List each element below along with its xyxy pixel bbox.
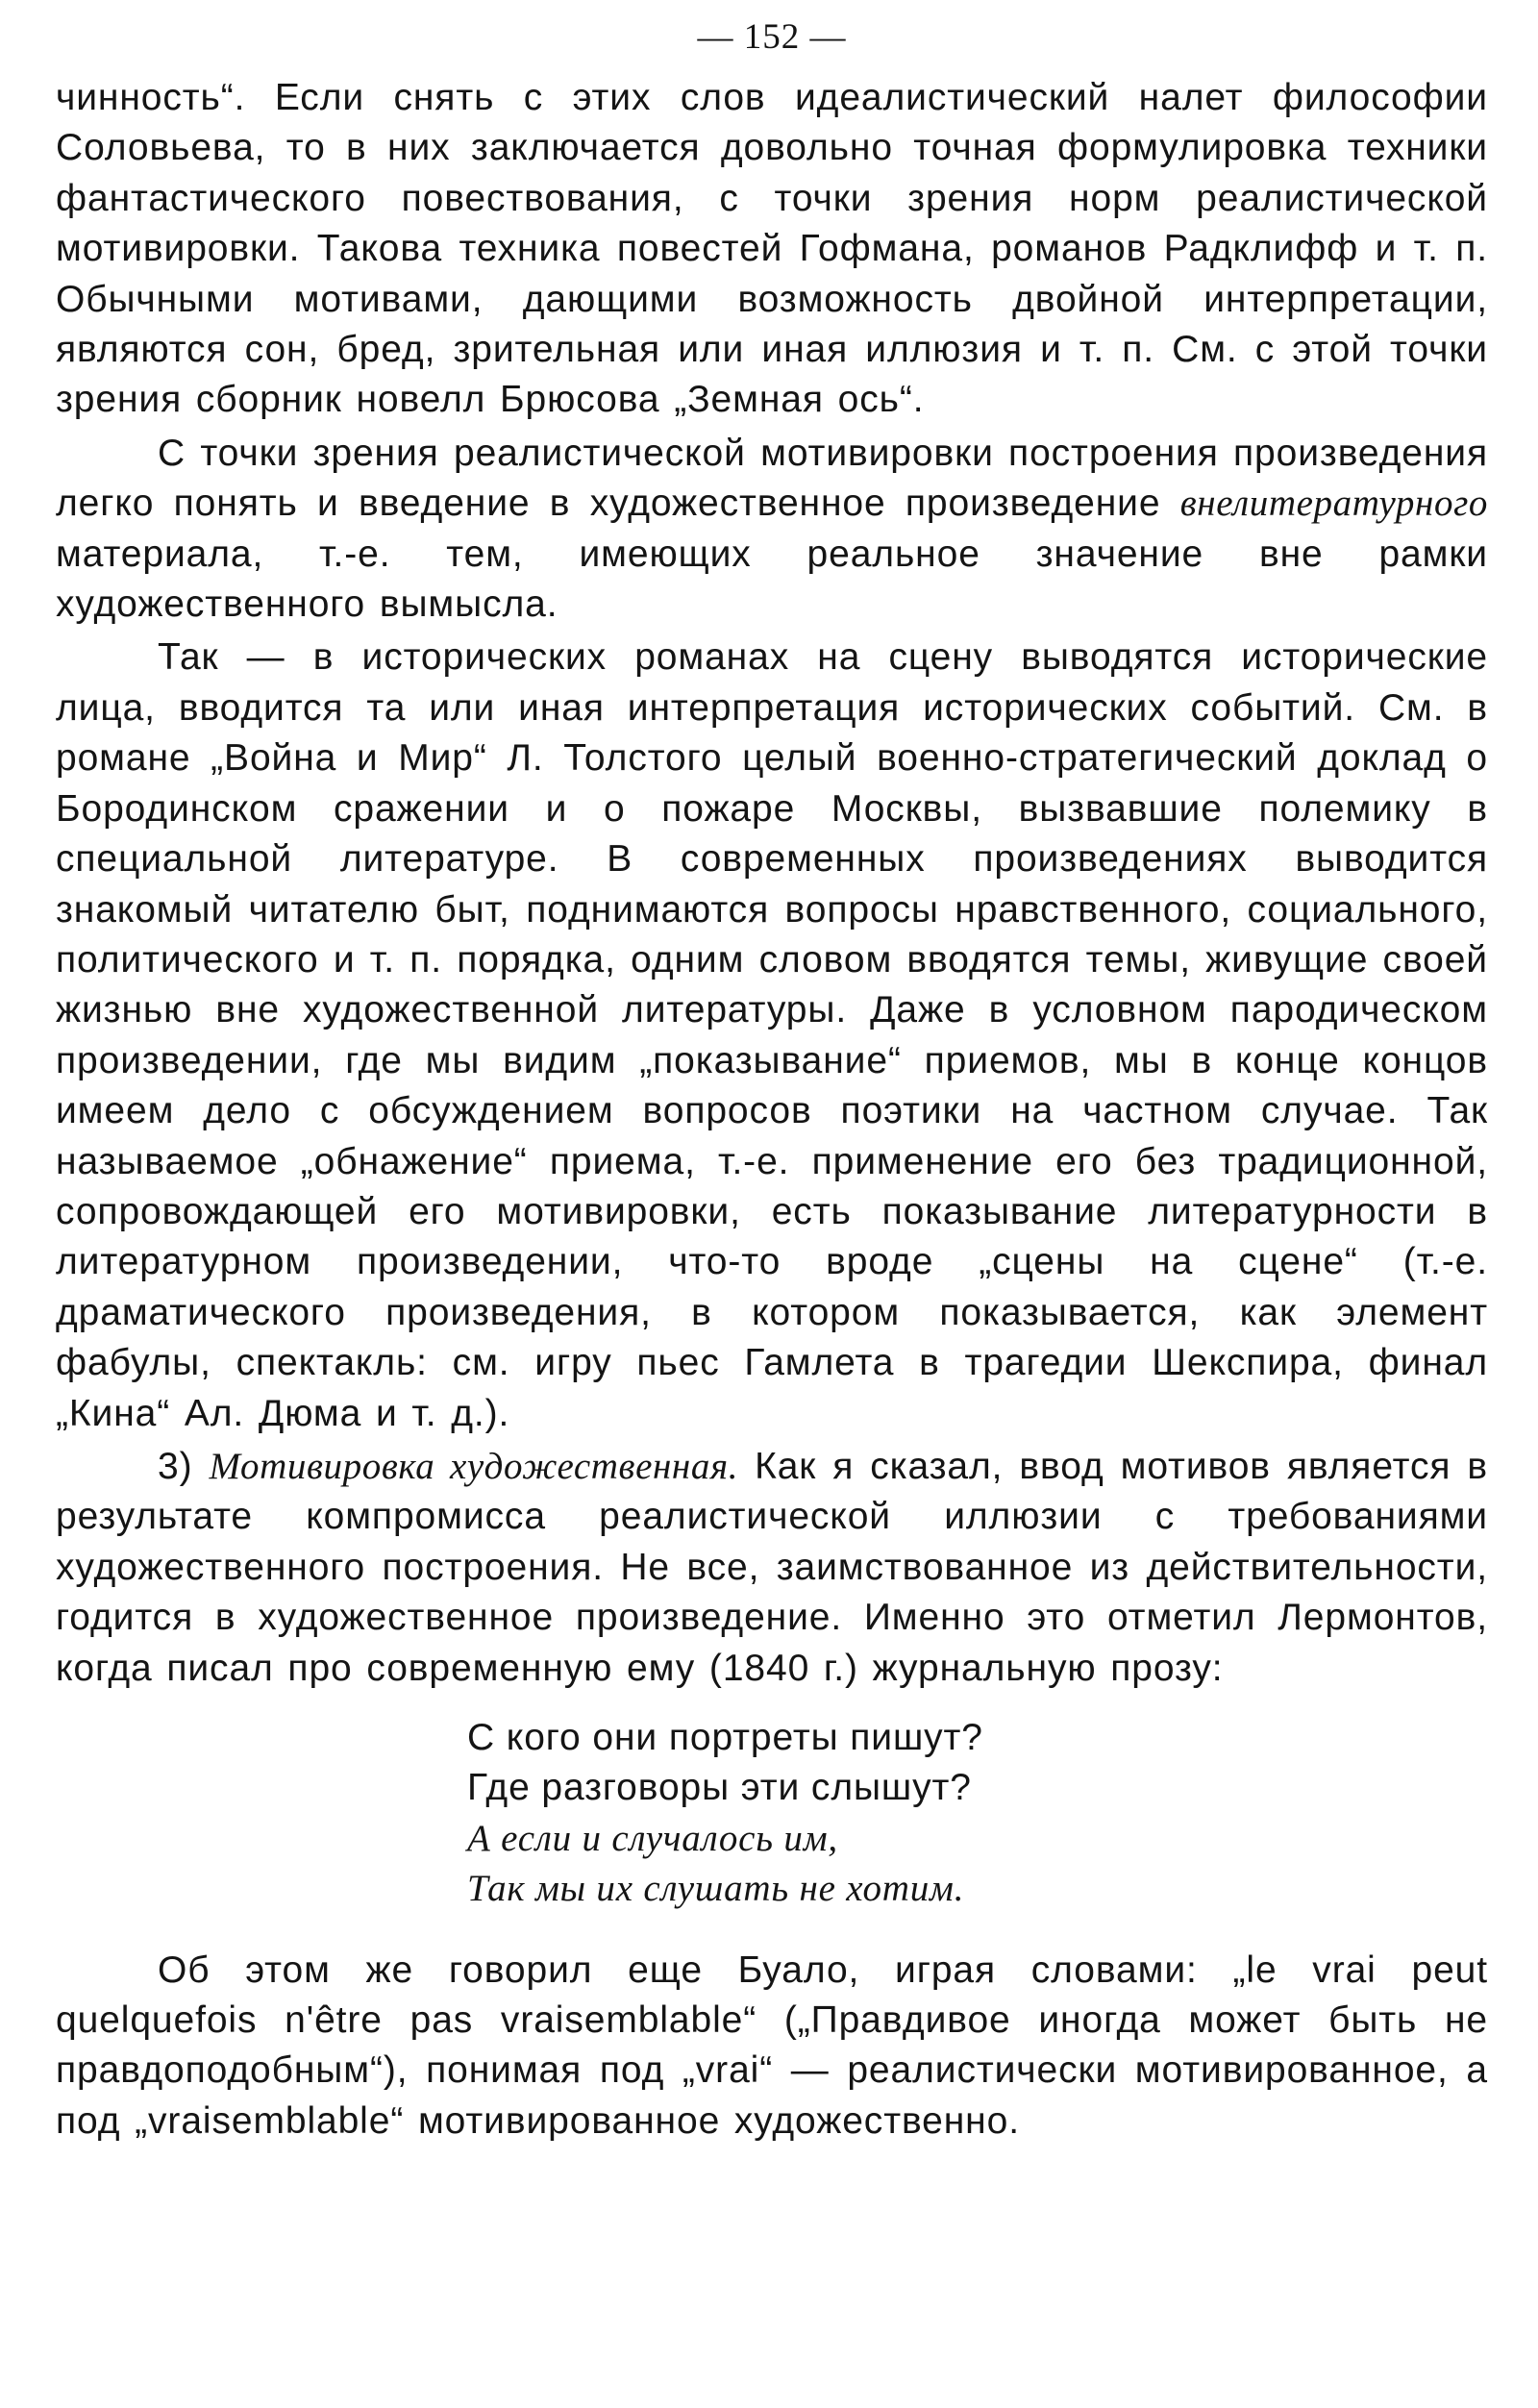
book-page [56,13,1488,2147]
paragraph-text: материала, т.-е. тем, имеющих реальное значение вне рамки художественного вымысла. [56,533,1488,626]
poem-line-italic: А если и случалось им, [467,1817,838,1859]
section-heading-artistic-motivation: Мотивировка художественная. [209,1445,739,1487]
paragraph-extraliterary-material [56,429,1488,631]
poem-line-italic: Так мы их слушать не хотим. [467,1868,965,1910]
page-number: — 152 — [697,17,847,57]
poem-line: С кого они портреты пишут? [467,1717,983,1758]
paragraph-artistic-motivation [56,1442,1488,1694]
paragraph-fantastic-motivation: чинность“. Если снять с этих слов идеалистический налет философии Соловьева, то в них заключается довольно точная формулировка техники фантастического повествования, с точки зрения норм реалистической мотивировки. Такова техника повестей Гофмана, романов Радклифф и т. п. Обычными мотивами, дающими возможность двойной интерпретации, являются сон, бред, зрительная или иная иллюзия и т. п. См. с этой точки зрения сборник новелл Брюсова „Земная ось“. [56,77,1488,421]
paragraph-text: С точки зрения реалистической мотивировки построения произведения легко понять и введение в художественное произведение [56,432,1488,525]
paragraph-text: Как я сказал, ввод мотивов является в результате компромисса реалистической иллюзии с требованиями художественного построения. Не все, заимствованное из действительности, годится в художественное произведение. Именно это отметил Лермонтов, когда писал про современную ему (1840 г.) журнальную прозу: [56,1445,1488,1689]
emphasis-extraliterary: внелитературного [1179,483,1488,525]
paragraph-historical-novels: Так — в исторических романах на сцену выводятся исторические лица, вводится та или иная интерпретация исторических событий. См. в романе „Война и Мир“ Л. Толстого целый военно-стратегический доклад о Бородинском сражении и о пожаре Москвы, вызвавшие полемику в специальной литературе. В современных произведениях выводится знакомый читателю быт, поднимаются вопросы нравственного, социального, политического и т. п. порядка, одним словом вводятся темы, живущие своей жизнью вне художественной литературы. Даже в условном пародическом произведении, где мы видим „показывание“ приемов, мы в конце концов имеем дело с обсуждением вопросов поэтики на частном случае. Так называемое „обнажение“ приема, т.-е. применение его без традиционной, сопровождающей его мотивировки, есть показывание литературности в литературном произведении, что-то вроде „сцены на сцене“ (т.-е. драматического произведения, в котором показывается, как элемент фабулы, спектакль: см. игру пьес Гамлета в трагедии Шекспира, финал „Кина“ Ал. Дюма и т. д.). [56,636,1488,1434]
section-number: 3) [158,1445,210,1487]
paragraph-boileau: Об этом же говорил еще Буало, играя словами: „le vrai peut quelquefois n'être pas vraisemblable“ („Правдивое иногда может быть не правдоподобным“), понимая под „vrai“ — реалистически мотивированное, а под „vraisemblable“ мотивированное художественно. [56,1949,1488,2142]
lermontov-quote [467,1713,1488,1915]
poem-line: Где разговоры эти слышут? [467,1767,972,1809]
